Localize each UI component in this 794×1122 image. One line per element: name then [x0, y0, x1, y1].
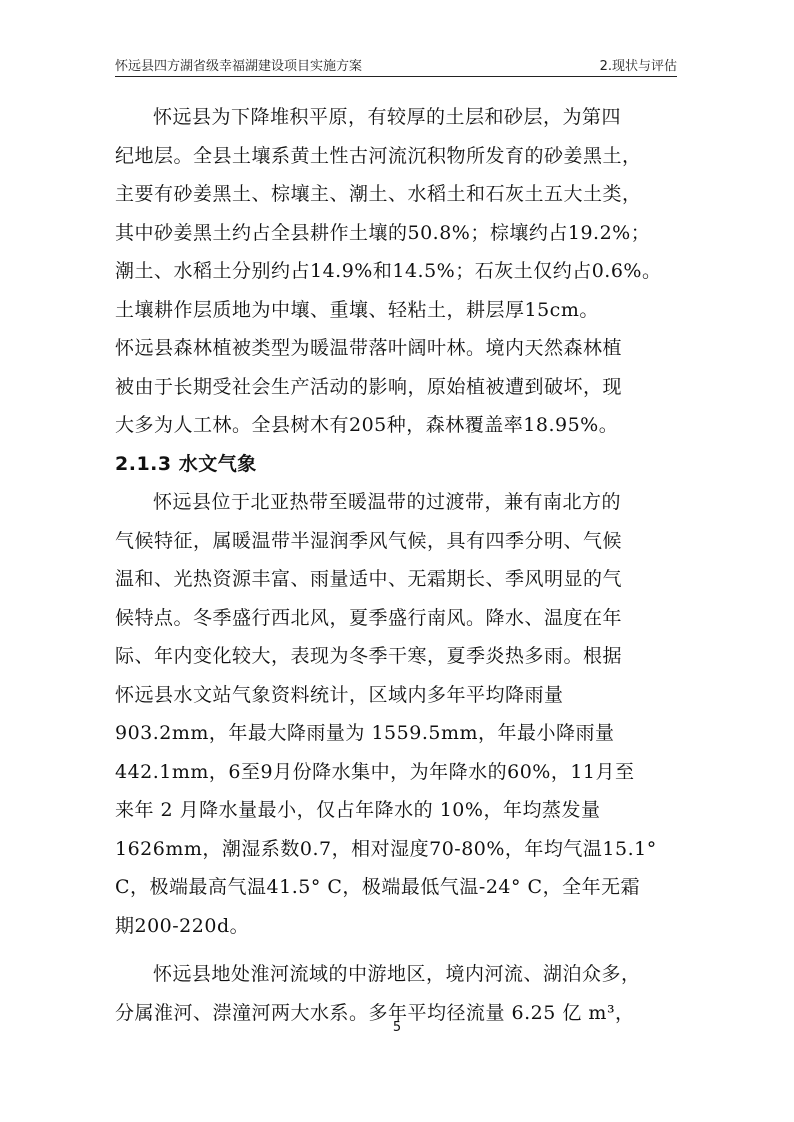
text-line: 怀远县森林植被类型为暖温带落叶阔叶林。境内天然森林植	[115, 337, 623, 359]
text-line: 442.1mm，6至9月份降水集中，为年降水的60%，11月至	[115, 760, 635, 783]
section-heading: 2.1.3 水文气象	[115, 452, 257, 475]
paragraph-soil	[115, 98, 677, 329]
text-line: 来年 2 月降水量最小，仅占年降水的 10%，年均蒸发量	[115, 799, 601, 821]
paragraph-climate	[115, 483, 677, 945]
section-label: 2.现状与评估	[599, 59, 677, 74]
text-line: 被由于长期受社会生产活动的影响，原始植被遭到破坏，现	[115, 375, 623, 398]
text-line: 怀远县地处淮河流域的中游地区，境内河流、湖泊众多，	[153, 963, 641, 985]
page-header	[115, 52, 677, 77]
text-line: 土壤耕作层质地为中壤、重壤、轻粘土，耕层厚15cm。	[115, 298, 599, 321]
page-body	[115, 98, 677, 1032]
text-line: 大多为人工林。全县树木有205种，森林覆盖率18.95%。	[115, 414, 619, 436]
text-line: 其中砂姜黑土约占全县耕作土壤的50.8%；棕壤约占19.2%；	[115, 221, 651, 244]
paragraph-forest	[115, 329, 677, 445]
paragraph-gap	[115, 945, 677, 955]
document-title: 怀远县四方湖省级幸福湖建设项目实施方案	[115, 59, 363, 74]
text-line: 怀远县水文站气象资料统计，区域内多年平均降雨量	[115, 683, 564, 706]
text-line: 纪地层。全县土壤系黄土性古河流沉积物所发育的砂姜黑土，	[115, 144, 642, 167]
text-line: 期200-220d。	[115, 914, 250, 937]
text-line: 温和、光热资源丰富、雨量适中、无霜期长、季风明显的气	[115, 568, 623, 590]
text-line: 气候特征，属暖温带半湿润季风气候，具有四季分明、气候	[115, 529, 623, 552]
text-line: 际、年内变化较大，表现为冬季干寒，夏季炎热多雨。根据	[115, 645, 623, 667]
text-line: 候特点。冬季盛行西北风，夏季盛行南风。降水、温度在年	[115, 606, 623, 629]
text-line: 分属淮河、漴潼河两大水系。多年平均径流量 6.25 亿 m³，	[115, 1001, 635, 1024]
text-line: 怀远县为下降堆积平原，有较厚的土层和砂层，为第四	[153, 106, 622, 128]
text-line: 903.2mm，年最大降雨量为 1559.5mm，年最小降雨量	[115, 722, 615, 744]
text-line: 主要有砂姜黑土、棕壤主、潮土、水稻土和石灰土五大土类，	[115, 183, 642, 205]
text-line: 潮土、水稻土分别约占14.9%和14.5%；石灰土仅约占0.6%。	[115, 260, 662, 282]
text-line: 怀远县位于北亚热带至暖温带的过渡带，兼有南北方的	[153, 491, 622, 513]
text-line: 1626mm，潮湿系数0.7，相对湿度70-80%，年均气温15.1°	[115, 837, 657, 860]
page-number: 5	[392, 1020, 402, 1035]
text-line: C，极端最高气温41.5° C，极端最低气温-24° C，全年无霜	[115, 876, 641, 898]
